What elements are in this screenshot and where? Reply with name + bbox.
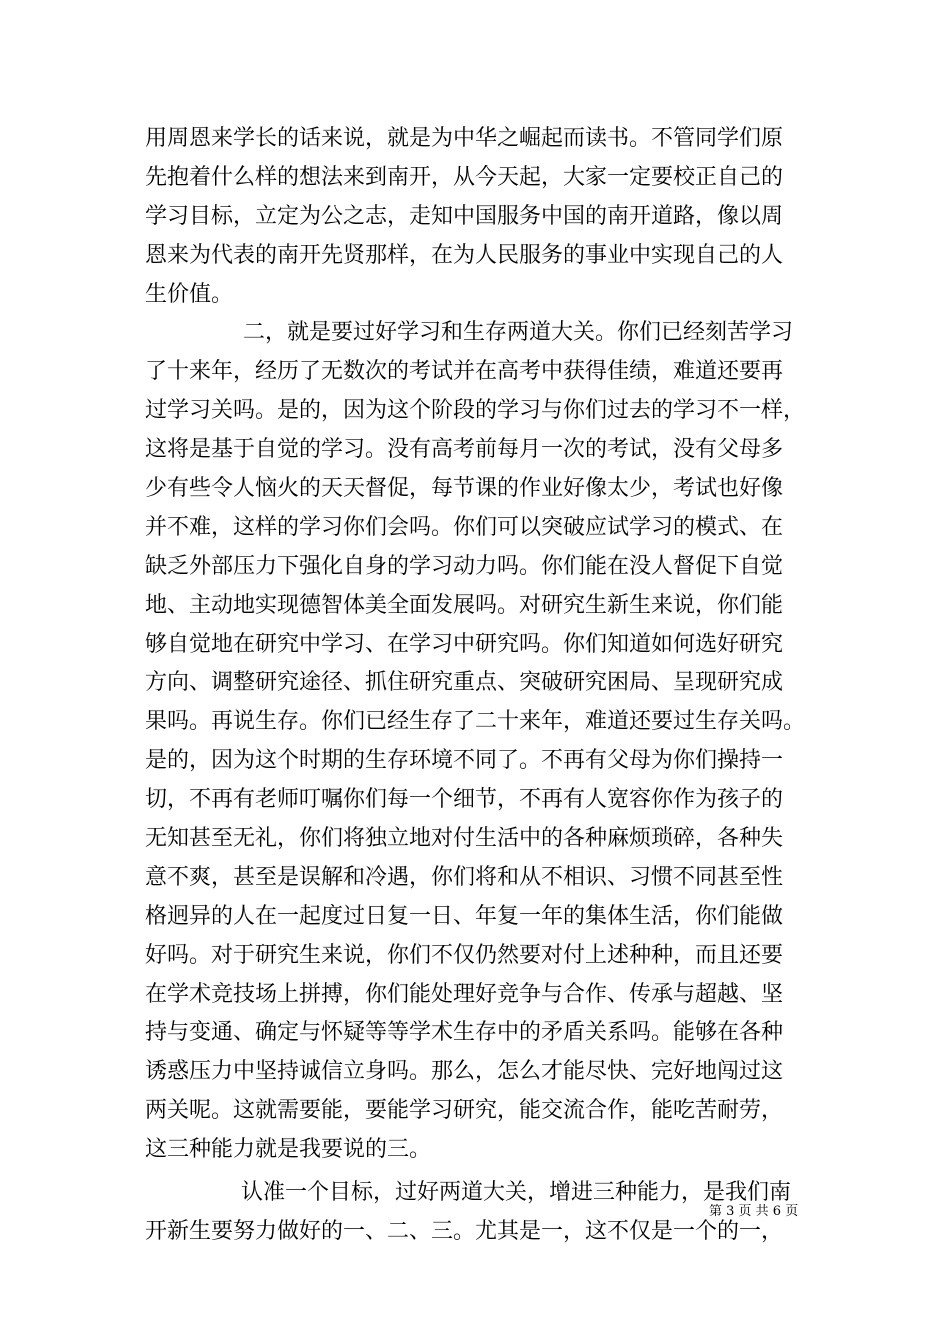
text-line: 二，就是要过好学习和生存两道大关。你们已经刻苦学习: [243, 320, 794, 346]
text-line: 开新生要努力做好的一、二、三。尤其是一，这不仅是一个的一，: [145, 1218, 784, 1244]
text-line: 先抱着什么样的想法来到南开，从今天起，大家一定要校正自己的: [145, 164, 784, 190]
page-number: 第 3 页 共 6 页: [709, 1204, 799, 1219]
text-line: 少有些令人恼火的天天督促，每节课的作业好像太少，考试也好像: [145, 476, 784, 502]
text-line: 并不难，这样的学习你们会吗。你们可以突破应试学习的模式、在: [145, 514, 784, 540]
text-line: 过学习关吗。是的，因为这个阶段的学习与你们过去的学习不一样，: [145, 398, 806, 424]
text-line: 意不爽，甚至是误解和冷遇，你们将和从不相识、习惯不同甚至性: [145, 864, 784, 890]
text-line: 用周恩来学长的话来说，就是为中华之崛起而读书。不管同学们原: [145, 126, 784, 151]
body-text: [145, 120, 810, 1252]
text-line: 地、主动地实现德智体美全面发展吗。对研究生新生来说，你们能: [145, 592, 784, 618]
text-line: 生价值。: [145, 281, 234, 307]
text-line: 学习目标，立定为公之志，走知中国服务中国的南开道路，像以周: [145, 203, 784, 229]
text-line: 果吗。再说生存。你们已经生存了二十来年，难道还要过生存关吗。: [145, 709, 806, 735]
text-line: 够自觉地在研究中学习、在学习中研究吗。你们知道如何选好研究: [145, 631, 784, 657]
paragraph-1: [145, 120, 810, 314]
text-line: 是的，因为这个时期的生存环境不同了。不再有父母为你们操持一: [145, 748, 784, 774]
text-line: 持与变通、确定与怀疑等等学术生存中的矛盾关系吗。能够在各种: [145, 1020, 784, 1046]
text-line: 好吗。对于研究生来说，你们不仅仍然要对付上述种种，而且还要: [145, 942, 784, 968]
text-line: 格迥异的人在一起度过日复一日、年复一年的集体生活，你们能做: [145, 903, 784, 929]
text-line: 这三种能力就是我要说的三。: [145, 1137, 432, 1163]
text-line: 切，不再有老师叮嘱你们每一个细节，不再有人宽容你作为孩子的: [145, 787, 784, 813]
text-line: 方向、调整研究途径、抓住研究重点、突破研究困局、呈现研究成: [145, 670, 784, 696]
text-line: 这将是基于自觉的学习。没有高考前每月一次的考试，没有父母多: [145, 437, 784, 463]
text-line: 无知甚至无礼，你们将独立地对付生活中的各种麻烦琐碎，各种失: [145, 826, 784, 852]
text-line: 了十来年，经历了无数次的考试并在高考中获得佳绩，难道还要再: [145, 359, 784, 385]
text-line: 缺乏外部压力下强化自身的学习动力吗。你们能在没人督促下自觉: [145, 553, 784, 579]
text-line: 诱惑压力中坚持诚信立身吗。那么，怎么才能尽快、完好地闯过这: [145, 1059, 784, 1085]
text-line: 两关呢。这就需要能，要能学习研究，能交流合作，能吃苦耐劳，: [145, 1098, 784, 1124]
text-line: 恩来为代表的南开先贤那样，在为人民服务的事业中实现自己的人: [145, 242, 784, 268]
text-line: 在学术竞技场上拼搏，你们能处理好竞争与合作、传承与超越、坚: [145, 981, 784, 1007]
paragraph-2: [145, 314, 810, 1170]
text-line: 认准一个目标，过好两道大关，增进三种能力，是我们南: [241, 1180, 792, 1206]
